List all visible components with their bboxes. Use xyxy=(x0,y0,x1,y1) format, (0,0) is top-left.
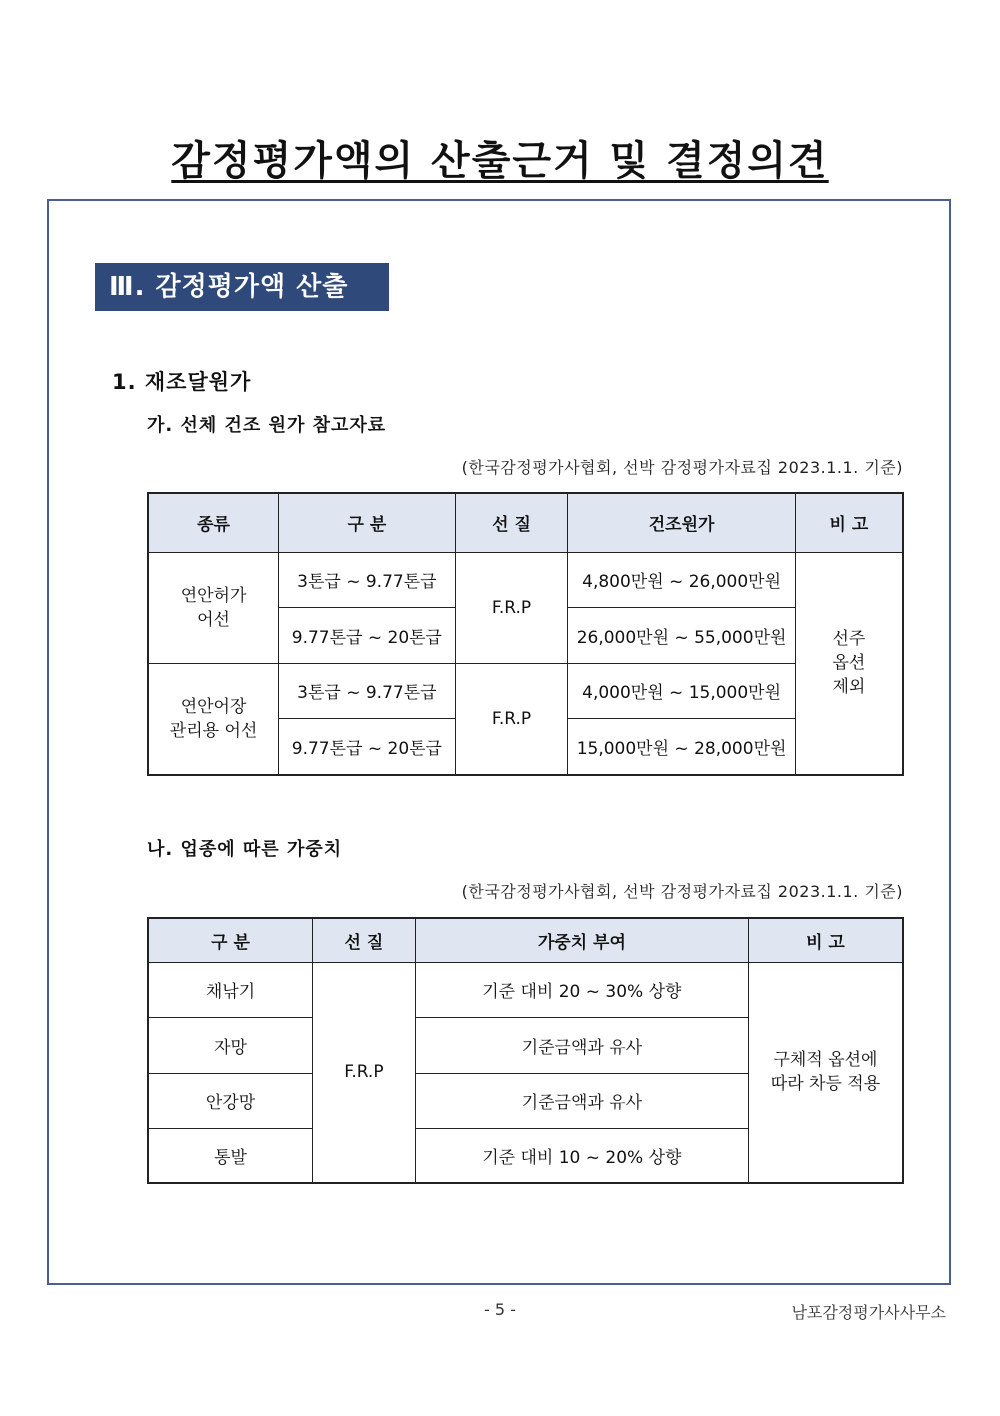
header-cell: 구 분 xyxy=(148,918,313,962)
table-row xyxy=(148,962,903,1017)
table-row xyxy=(148,663,903,718)
tonnage-range-cell: 9.77톤급 ~ 20톤급 xyxy=(279,718,456,775)
note-cell: 구체적 옵션에 따라 차등 적용 xyxy=(748,962,903,1183)
header-cell: 선 질 xyxy=(455,493,568,552)
subheading-weighting: 나. 업종에 따른 가중치 xyxy=(147,839,343,860)
cost-cell: 15,000만원 ~ 28,000만원 xyxy=(568,718,795,775)
table-row xyxy=(148,552,903,607)
fishery-type-cell: 통발 xyxy=(148,1128,313,1183)
material-cell: F.R.P xyxy=(455,552,568,663)
tonnage-range-cell: 9.77톤급 ~ 20톤급 xyxy=(279,607,456,663)
header-cell: 비 고 xyxy=(795,493,903,552)
weight-cell: 기준금액과 유사 xyxy=(415,1017,748,1073)
section-heading: Ⅲ. 감정평가액 산출 xyxy=(95,263,389,311)
table-header-row xyxy=(148,918,903,962)
weighting-table xyxy=(147,917,904,1184)
fishery-type-cell: 채낚기 xyxy=(148,962,313,1017)
weight-cell: 기준 대비 10 ~ 20% 상향 xyxy=(415,1128,748,1183)
table-header-row xyxy=(148,493,903,552)
header-cell: 가중치 부여 xyxy=(415,918,748,962)
tonnage-range-cell: 3톤급 ~ 9.77톤급 xyxy=(279,663,456,718)
page-number: - 5 - xyxy=(484,1300,516,1319)
hull-cost-table xyxy=(147,492,904,776)
fishery-type-cell: 안강망 xyxy=(148,1073,313,1128)
header-cell: 건조원가 xyxy=(568,493,795,552)
subheading-hull-cost-reference: 가. 선체 건조 원가 참고자료 xyxy=(147,415,387,436)
header-cell: 비 고 xyxy=(748,918,903,962)
source-note-1: (한국감정평가사협회, 선박 감정평가자료집 2023.1.1. 기준) xyxy=(461,458,903,477)
vessel-type-cell: 연안어장 관리용 어선 xyxy=(148,663,279,775)
office-name: 남포감정평가사사무소 xyxy=(791,1303,946,1322)
cost-cell: 4,000만원 ~ 15,000만원 xyxy=(568,663,795,718)
cost-cell: 4,800만원 ~ 26,000만원 xyxy=(568,552,795,607)
source-note-2: (한국감정평가사협회, 선박 감정평가자료집 2023.1.1. 기준) xyxy=(461,882,903,901)
header-cell: 종류 xyxy=(148,493,279,552)
page-title xyxy=(0,135,1000,187)
header-cell: 구 분 xyxy=(279,493,456,552)
subheading-reconstruction-cost: 1. 재조달원가 xyxy=(112,370,252,394)
weight-cell: 기준 대비 20 ~ 30% 상향 xyxy=(415,962,748,1017)
fishery-type-cell: 자망 xyxy=(148,1017,313,1073)
note-cell: 선주 옵션 제외 xyxy=(795,552,903,775)
material-cell: F.R.P xyxy=(455,663,568,775)
cost-cell: 26,000만원 ~ 55,000만원 xyxy=(568,607,795,663)
page-title-text: 감정평가액의 산출근거 및 결정의견 xyxy=(171,138,829,184)
vessel-type-cell: 연안허가 어선 xyxy=(148,552,279,663)
weight-cell: 기준금액과 유사 xyxy=(415,1073,748,1128)
header-cell: 선 질 xyxy=(313,918,416,962)
tonnage-range-cell: 3톤급 ~ 9.77톤급 xyxy=(279,552,456,607)
material-cell: F.R.P xyxy=(313,962,416,1183)
